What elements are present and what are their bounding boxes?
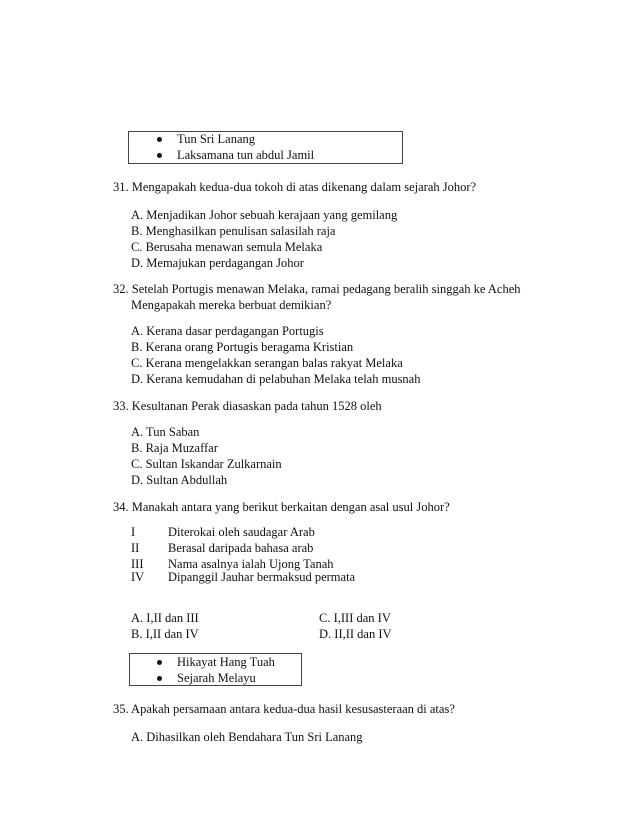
box-bullet-item — [157, 131, 255, 147]
q33-option-a: A. Tun Saban — [131, 425, 200, 439]
q33-option-d: D. Sultan Abdullah — [131, 473, 228, 487]
statement-text: Berasal daripada bahasa arab — [168, 541, 314, 555]
q32-option-c: C. Kerana mengelakkan serangan balas rakyat Melaka — [131, 356, 403, 370]
question-31: 31. Mengapakah kedua-dua tokoh di atas dikenang dalam sejarah Johor? — [113, 180, 477, 194]
q31-option-c: C. Berusaha menawan semula Melaka — [131, 240, 323, 254]
q35-option-a: A. Dihasilkan oleh Bendahara Tun Sri Lanang — [131, 730, 363, 744]
q34-option-d: D. II,II dan IV — [319, 627, 392, 641]
q32-option-b: B. Kerana orang Portugis beragama Kristian — [131, 340, 354, 354]
box-bullet-item — [157, 654, 275, 670]
box-item-text: Tun Sri Lanang — [177, 132, 256, 146]
bullet-icon — [157, 660, 162, 665]
q33-option-b: B. Raja Muzaffar — [131, 441, 218, 455]
box-bullet-item — [157, 147, 314, 163]
question-32-line2: Mengapakah mereka berbuat demikian? — [131, 298, 332, 312]
box-item-text: Sejarah Melayu — [177, 671, 256, 685]
statement-text: Nama asalnya ialah Ujong Tanah — [168, 557, 334, 571]
q34-option-c: C. I,III dan IV — [319, 611, 391, 625]
question-35: 35. Apakah persamaan antara kedua-dua hasil kesusasteraan di atas? — [113, 702, 455, 716]
q33-option-c: C. Sultan Iskandar Zulkarnain — [131, 457, 282, 471]
box-item-text: Hikayat Hang Tuah — [177, 655, 275, 669]
statement-text: Dipanggil Jauhar bermaksud permata — [168, 570, 356, 584]
bullet-icon — [157, 153, 162, 158]
question-33: 33. Kesultanan Perak diasaskan pada tahun 1528 oleh — [113, 399, 382, 413]
question-34: 34. Manakah antara yang berikut berkaitan dengan asal usul Johor? — [113, 500, 450, 514]
bullet-icon — [157, 676, 162, 681]
statement-text: Diterokai oleh saudagar Arab — [168, 525, 315, 539]
statement-numeral: III — [131, 557, 144, 571]
q32-option-d: D. Kerana kemudahan di pelabuhan Melaka telah musnah — [131, 372, 421, 386]
q31-option-a: A. Menjadikan Johor sebuah kerajaan yang gemilang — [131, 208, 398, 222]
box-bullet-item — [157, 670, 256, 686]
statement-numeral: I — [131, 525, 136, 539]
q31-option-b: B. Menghasilkan penulisan salasilah raja — [131, 224, 336, 238]
q34-option-b: B. I,II dan IV — [131, 627, 199, 641]
bullet-icon — [157, 137, 162, 142]
q34-option-a: A. I,II dan III — [131, 611, 199, 625]
q31-option-d: D. Memajukan perdagangan Johor — [131, 256, 304, 270]
question-32-line1: 32. Setelah Portugis menawan Melaka, ramai pedagang beralih singgah ke Acheh — [113, 282, 521, 296]
box-item-text: Laksamana tun abdul Jamil — [177, 148, 315, 162]
statement-numeral: IV — [131, 570, 145, 584]
q32-option-a: A. Kerana dasar perdagangan Portugis — [131, 324, 324, 338]
statement-numeral: II — [131, 541, 140, 555]
